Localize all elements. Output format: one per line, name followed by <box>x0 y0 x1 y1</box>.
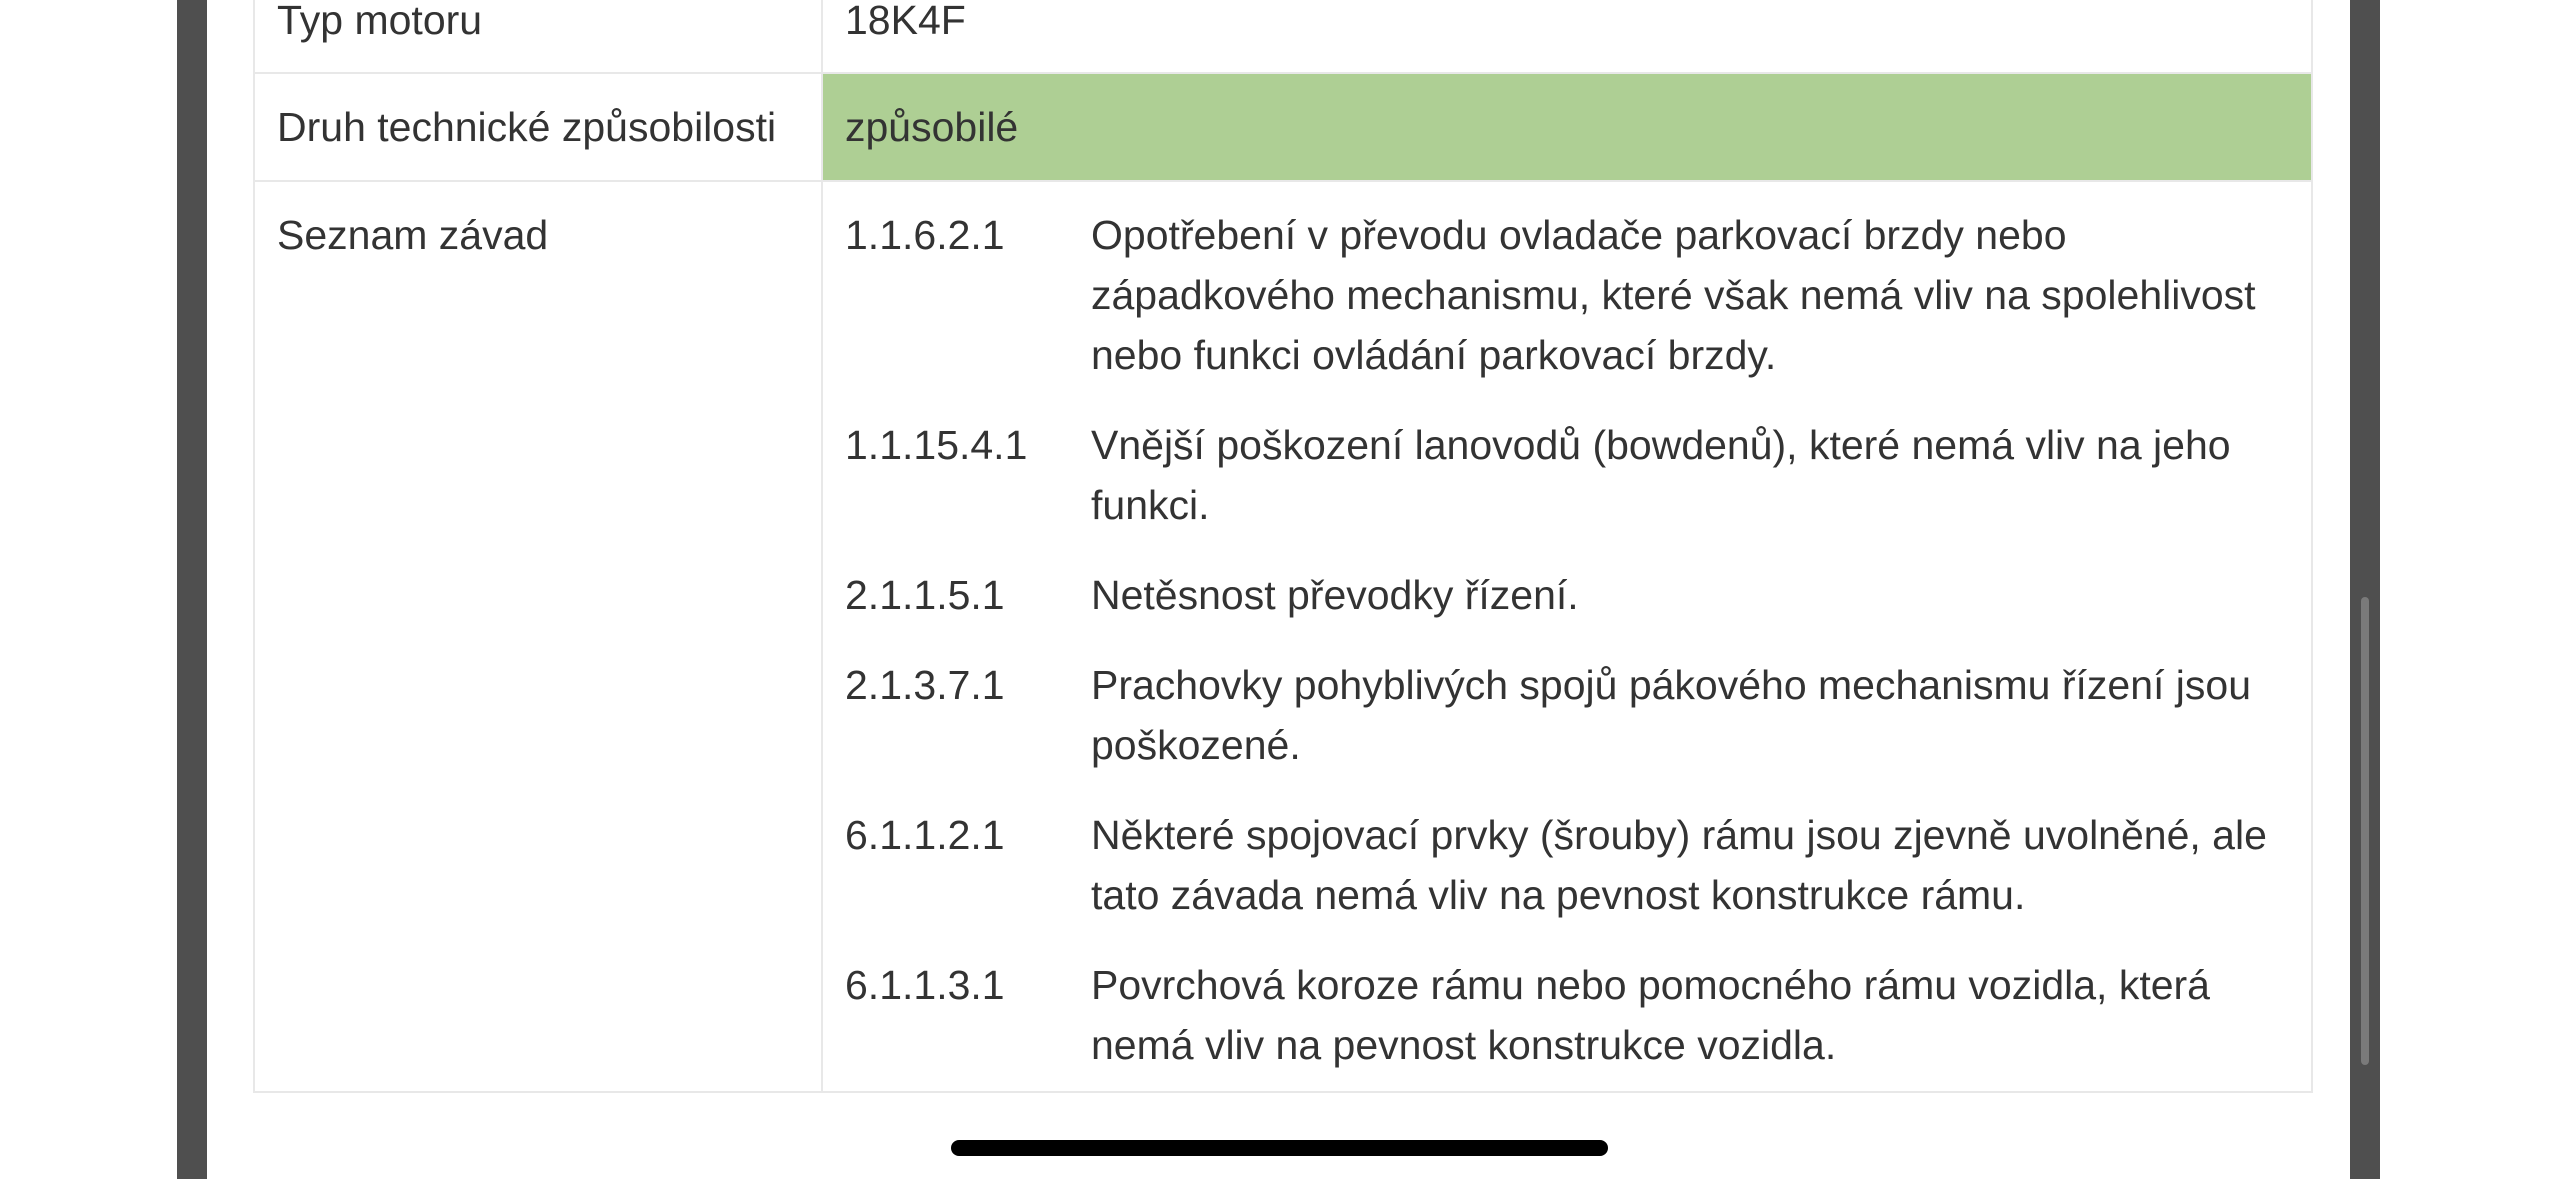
vehicle-info-table <box>253 0 2313 1093</box>
defect-code: 6.1.1.3.1 <box>845 962 1005 1008</box>
row-label: Seznam závad <box>255 182 823 1091</box>
home-indicator[interactable] <box>951 1140 1608 1156</box>
row-label: Druh technické způsobilosti <box>255 74 823 180</box>
list-item <box>845 205 2311 385</box>
row-value: 18K4F <box>845 0 966 43</box>
defect-description: Netěsnost převodky řízení. <box>1091 572 1579 618</box>
defect-code: 2.1.3.7.1 <box>845 662 1005 708</box>
left-margin <box>0 0 177 1179</box>
list-item <box>845 565 2311 625</box>
table-row-roadworthiness <box>255 74 2311 182</box>
defect-description: Některé spojovací prvky (šrouby) rámu jsou zjevně uvolněné, ale tato závada nemá vliv na pevnost konstrukce rámu. <box>1091 812 2267 918</box>
table-row-defect-list <box>255 182 2311 1091</box>
defect-description: Prachovky pohyblivých spojů pákového mechanismu řízení jsou poškozené. <box>1091 662 2251 768</box>
defect-list <box>823 182 2311 1091</box>
status-badge: způsobilé <box>823 74 2311 180</box>
list-item <box>845 955 2311 1075</box>
right-margin <box>2380 0 2556 1179</box>
defect-description: Povrchová koroze rámu nebo pomocného rámu vozidla, která nemá vliv na pevnost konstrukce vozidla. <box>1091 962 2210 1068</box>
page-content <box>207 0 2350 1179</box>
defect-code: 6.1.1.2.1 <box>845 812 1005 858</box>
table-row-engine-type <box>255 0 2311 74</box>
defect-code: 1.1.6.2.1 <box>845 212 1005 258</box>
left-frame <box>177 0 207 1179</box>
defect-description: Opotřebení v převodu ovladače parkovací brzdy nebo západkového mechanismu, které však nemá vliv na spolehlivost nebo funkci ovládání parkovací brzdy. <box>1091 212 2256 378</box>
list-item <box>845 805 2311 925</box>
defect-description: Vnější poškození lanovodů (bowdenů), které nemá vliv na jeho funkci. <box>1091 422 2231 528</box>
defect-code: 1.1.15.4.1 <box>845 422 1028 468</box>
list-item <box>845 655 2311 775</box>
vertical-scrollbar[interactable] <box>2361 597 2369 1065</box>
row-label: Typ motoru <box>255 0 823 72</box>
list-item <box>845 415 2311 535</box>
defect-code: 2.1.1.5.1 <box>845 572 1005 618</box>
